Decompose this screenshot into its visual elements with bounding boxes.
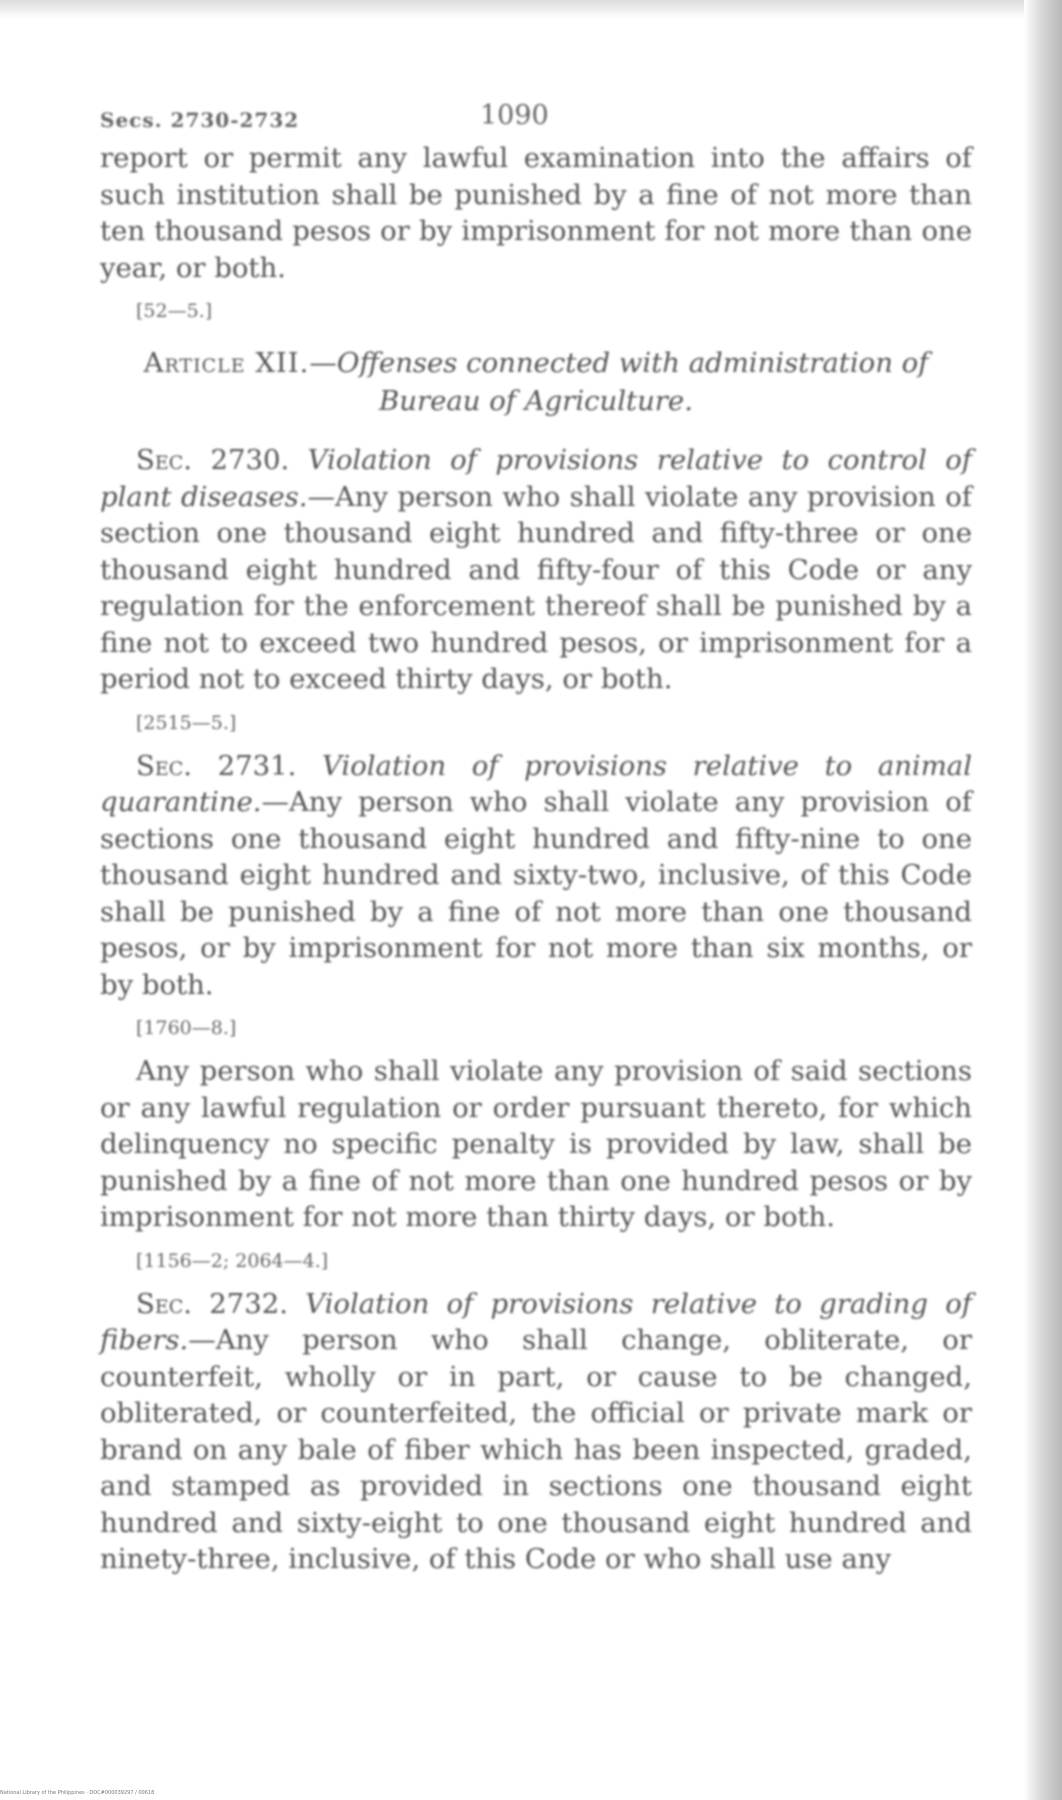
- scan-edge-right: [1024, 0, 1062, 1800]
- section-text: —Any person who shall violate any provision of sections one thousand eight hundred and fifty-nine to one thousand eight hundred and sixty-two, inclusive, of this Code shall be punished by a fine of not more than one thousand pesos, or by imprisonment for not more than six months, or by both.: [100, 786, 972, 1001]
- section-title: Violation of provisions relative to animal quarantine.: [100, 749, 972, 818]
- section-label: Sec. 2732.: [136, 1287, 288, 1320]
- section-2730: [100, 442, 972, 698]
- page-number: 1090: [480, 100, 549, 131]
- section-range: Secs. 2730-2732: [100, 108, 300, 132]
- section-label: Sec. 2731.: [136, 749, 297, 782]
- article-heading: [100, 344, 972, 420]
- intro-source: [52—5.]: [136, 300, 213, 322]
- section-2731: [100, 748, 972, 1004]
- article-title-line2: Bureau of Agriculture.: [379, 385, 693, 417]
- document-page: [100, 100, 972, 1740]
- scan-edge-top: [0, 0, 1062, 18]
- section-2732: [100, 1286, 972, 1578]
- section-text: —Any person who shall violate any provision of section one thousand eight hundred and fifty-three or one thousand eight hundred and fifty-four of this Code or any regulation for the enforcement thereof shall be punished by a fine not to exceed two hundred pesos, or imprisonment for a period not to exceed thirty days, or both.: [100, 480, 972, 695]
- page-header: [100, 100, 972, 140]
- section-2731-source: [1760—8.]: [136, 1017, 237, 1039]
- section-2730-source: [2515—5.]: [136, 711, 237, 734]
- article-label: Article XII.: [143, 347, 310, 379]
- section-title: Violation of provisions relative to grading of fibers.: [100, 1287, 972, 1356]
- section-2731-extra-paragraph: Any person who shall violate any provision of said sections or any lawful regulation or order pursuant thereto, for which delinquency no specific penalty is provided by law, shall be punished by a fine of not more than one hundred pesos or by imprisonment for not more than thirty days, or both.: [100, 1055, 972, 1233]
- section-label: Sec. 2730.: [136, 444, 290, 476]
- scan-footer-note: National Library of the Philippines · DOC#000039297 / 00618: [0, 1790, 155, 1796]
- section-text: —Any person who shall change, obliterate, or counterfeit, wholly or in part, or cause to be changed, obliterated, or counterfeited, the official or private mark or brand on any bale of fiber which has been inspected, graded, and stamped as provided in sections one thousand eight hundred and sixty-eight to one thousand eight hundred and ninety-three, inclusive, of this Code or who shall use any: [100, 1324, 972, 1575]
- section-2731-extra-source: [1156—2; 2064—4.]: [136, 1249, 329, 1272]
- article-title-line1: —Offenses connected with administration of: [309, 347, 929, 379]
- intro-paragraph: report or permit any lawful examination into the affairs of such institution shall be punished by a fine of not more than ten thousand pesos or by imprisonment for not more than one year, or both.: [100, 142, 972, 284]
- section-title: Violation of provisions relative to control of plant diseases.: [100, 444, 972, 513]
